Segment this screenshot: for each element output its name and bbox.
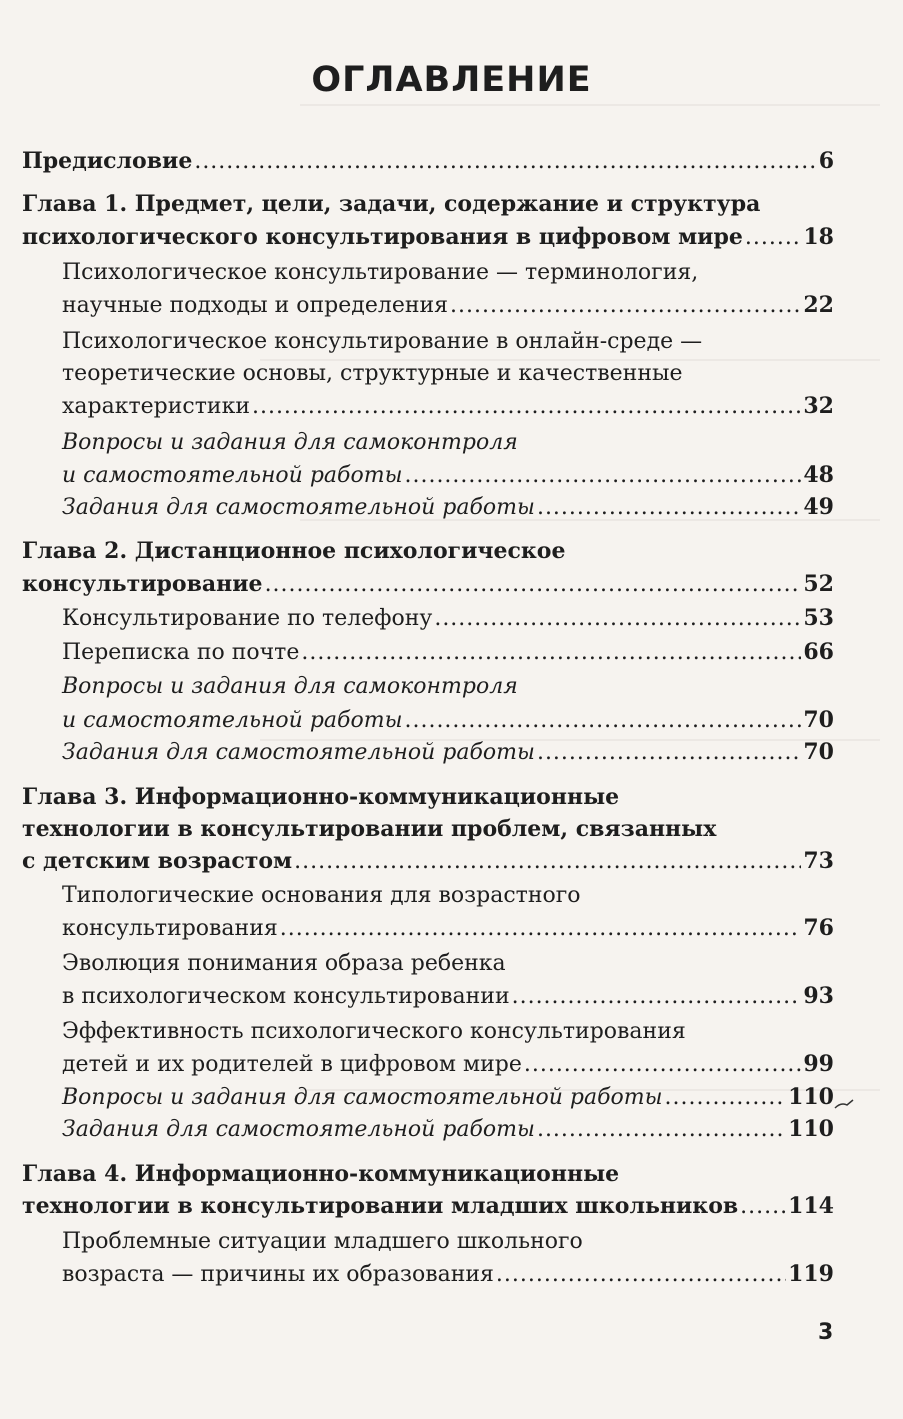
leader-dots — [512, 982, 802, 1012]
entry-page: 48 — [803, 462, 834, 488]
toc-entry-chapter-4-line2 — [22, 1191, 834, 1222]
leader-dots — [537, 1115, 786, 1145]
leader-dots — [740, 1191, 786, 1222]
toc-entry-1-3-line2 — [62, 460, 834, 491]
leader-dots — [665, 1083, 787, 1113]
toc-entry-chapter-1: Глава 1. Предмет, цели, задачи, содержание и структура — [22, 191, 761, 217]
leader-dots — [405, 461, 802, 491]
entry-title: технологии в консультировании младших школьников — [22, 1193, 739, 1219]
toc-entry-1-1-line2 — [62, 290, 834, 321]
leader-dots — [280, 914, 802, 944]
toc-entry-2-3-line2 — [62, 705, 834, 736]
entry-page: 93 — [803, 983, 834, 1009]
entry-page: 53 — [803, 605, 834, 631]
toc-entry-chapter-3: Глава 3. Информационно-коммуникационные — [22, 784, 620, 810]
toc-entry-3-3: Эффективность психологического консультирования — [62, 1019, 686, 1044]
toc-entry-3-5 — [62, 1114, 834, 1145]
toc-entry-1-1: Психологическое консультирование — терминология, — [62, 260, 699, 285]
toc-entry-2-3: Вопросы и задания для самоконтроля — [62, 674, 518, 699]
entry-title: Вопросы и задания для самостоятельной работы — [62, 1085, 663, 1110]
entry-page: 70 — [803, 707, 834, 733]
entry-page: 49 — [803, 494, 834, 520]
entry-page: 110 — [788, 1084, 834, 1110]
page-number: 3 — [818, 1320, 834, 1345]
toc-entry-3-4 — [62, 1082, 834, 1113]
toc-entry-chapter-1-line2 — [22, 222, 834, 253]
entry-page: 76 — [803, 915, 834, 941]
toc-entry-3-3-line2 — [62, 1049, 834, 1080]
toc-entry-2-1 — [62, 603, 834, 634]
entry-title: с детским возрастом — [22, 848, 293, 874]
entry-title: в психологическом консультировании — [62, 984, 510, 1009]
toc-entry-preface — [22, 146, 834, 177]
leader-dots — [537, 738, 801, 768]
leader-dots — [496, 1260, 786, 1290]
toc-entry-1-4 — [62, 492, 834, 523]
toc-entry-2-4 — [62, 737, 834, 768]
entry-title: консультирования — [62, 916, 278, 941]
toc-entry-2-2 — [62, 637, 834, 668]
entry-title: и самостоятельной работы — [62, 463, 403, 488]
leader-dots — [450, 291, 801, 321]
entry-page: 32 — [803, 393, 834, 419]
leader-dots — [252, 392, 801, 422]
entry-title: Переписка по почте — [62, 640, 300, 665]
leader-dots — [265, 569, 802, 600]
entry-page: 119 — [788, 1261, 834, 1287]
entry-title: Задания для самостоятельной работы — [62, 1117, 535, 1142]
leader-dots — [537, 493, 801, 523]
leader-dots — [194, 146, 816, 177]
entry-title: Задания для самостоятельной работы — [62, 495, 535, 520]
entry-page: 66 — [803, 639, 834, 665]
entry-page: 52 — [803, 571, 834, 597]
entry-title: и самостоятельной работы — [62, 708, 403, 733]
leader-dots — [301, 638, 801, 668]
toc-entry-1-3: Вопросы и задания для самоконтроля — [62, 430, 518, 455]
entry-title: научные подходы и определения — [62, 293, 449, 318]
leader-dots — [294, 846, 801, 877]
toc-entry-4-1-line2 — [62, 1259, 834, 1290]
toc-entry-3-2-line2 — [62, 981, 834, 1012]
toc-entry-3-1: Типологические основания для возрастного — [62, 883, 581, 908]
entry-title: детей и их родителей в цифровом мире — [62, 1052, 522, 1077]
entry-title: возраста — причины их образования — [62, 1262, 494, 1287]
entry-title: консультирование — [22, 571, 263, 597]
toc-entry-3-2: Эволюция понимания образа ребенка — [62, 951, 506, 976]
entry-page: 99 — [803, 1051, 834, 1077]
entry-page: 18 — [803, 224, 834, 250]
entry-page: 73 — [803, 848, 834, 874]
entry-page: 110 — [788, 1116, 834, 1142]
entry-page: 6 — [818, 148, 834, 174]
entry-page: 114 — [788, 1193, 834, 1219]
toc-entry-chapter-3-line3 — [22, 846, 834, 877]
toc-entry-chapter-2: Глава 2. Дистанционное психологическое — [22, 538, 566, 564]
toc-entry-1-2: Психологическое консультирование в онлайн-среде — — [62, 329, 703, 354]
entry-title: психологического консультирования в цифровом мире — [22, 224, 743, 250]
toc-entry-chapter-4: Глава 4. Информационно-коммуникационные — [22, 1161, 620, 1187]
leader-dots — [434, 604, 801, 634]
toc-entry-chapter-3-line2: технологии в консультировании проблем, связанных — [22, 816, 717, 842]
leader-dots — [405, 706, 802, 736]
entry-title: Консультирование по телефону — [62, 606, 433, 631]
toc-entry-chapter-2-line2 — [22, 569, 834, 600]
entry-page: 22 — [803, 292, 834, 318]
toc-entry-4-1: Проблемные ситуации младшего школьного — [62, 1229, 583, 1254]
entry-title: характеристики — [62, 394, 250, 419]
toc-entry-3-1-line2 — [62, 913, 834, 944]
leader-dots — [745, 222, 801, 253]
page-title: ОГЛАВЛЕНИЕ — [311, 60, 592, 100]
toc-entry-1-2-line3 — [62, 391, 834, 422]
entry-title: Задания для самостоятельной работы — [62, 740, 535, 765]
entry-page: 70 — [803, 739, 834, 765]
toc-entry-1-2-line2: теоретические основы, структурные и качественные — [62, 361, 683, 386]
leader-dots — [524, 1050, 802, 1080]
entry-title: Предисловие — [22, 148, 193, 174]
